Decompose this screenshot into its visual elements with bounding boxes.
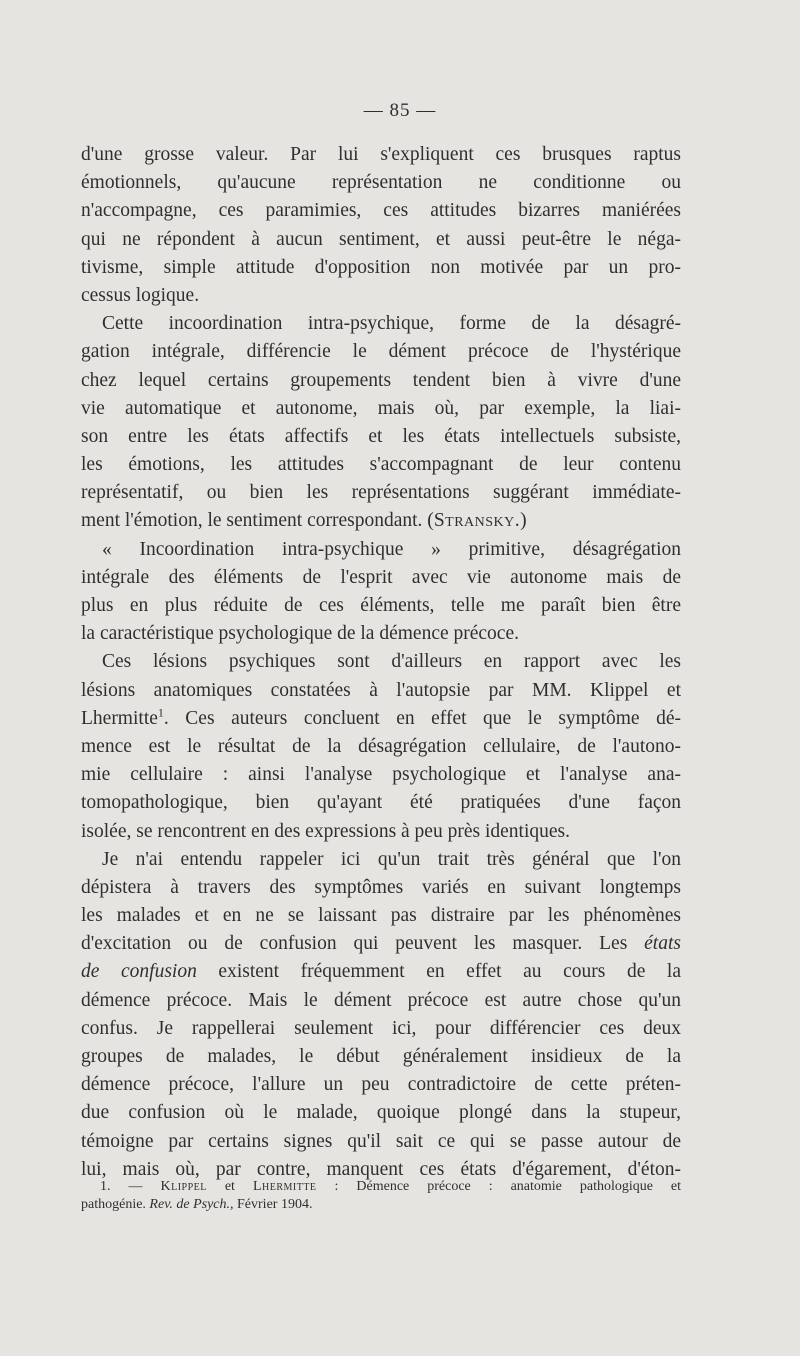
- text-line: tomopathologique, bien qu'ayant été pratiquées d'une façon: [81, 792, 681, 814]
- text-line: plus en plus réduite de ces éléments, telle me paraît bien être: [81, 595, 681, 616]
- text-line: d'une grosse valeur. Par lui s'expliquent ces brusques raptus: [81, 144, 681, 165]
- footnote-title: : Démence précoce : anatomie pathologique et: [334, 1179, 682, 1194]
- text-line: gation intégrale, différencie le dément précoce de l'hystérique: [81, 341, 681, 363]
- text-line: la caractéristique psychologique de la démence précoce.: [81, 623, 519, 645]
- text-line-with-footnote-ref: [81, 705, 681, 733]
- text-line: démence précoce, l'allure un peu contradictoire de cette préten-: [81, 1074, 681, 1096]
- text-line: représentatif, ou bien les représentations suggérant immédiate-: [81, 482, 681, 504]
- text-line: lésions anatomiques constatées à l'autopsie par MM. Klippel et: [81, 679, 681, 701]
- text-line: qui ne répondent à aucun sentiment, et aussi peut-être le néga-: [81, 228, 681, 250]
- footnote-line: [81, 1178, 681, 1196]
- text-line: groupes de malades, le début généralement insidieux de la: [81, 1046, 681, 1067]
- footnote-conjunction: et: [224, 1179, 235, 1194]
- text-fragment: ): [520, 510, 527, 532]
- text-line: cessus logique.: [81, 284, 200, 306]
- text-fragment: existent fréquemment en effet au cours de la: [196, 961, 682, 983]
- text-line: mie cellulaire : ainsi l'analyse psychologique et l'analyse ana-: [81, 764, 681, 786]
- text-line: les émotions, les attitudes s'accompagnant de leur contenu: [81, 454, 681, 476]
- footnote-text: pathogénie.: [81, 1197, 146, 1212]
- text-fragment: d'excitation ou de confusion qui peuvent les masquer. Les: [81, 933, 628, 955]
- text-line: mence est le résultat de la désagrégation cellulaire, de l'autono-: [81, 735, 681, 757]
- text-line: démence précoce. Mais le dément précoce est autre chose qu'un: [81, 989, 681, 1011]
- text-line: son entre les états affectifs et les états intellectuels subsiste,: [81, 425, 681, 447]
- italic-term: de confusion: [81, 961, 197, 983]
- text-fragment: ment l'émotion, le sentiment correspondant. (: [81, 510, 434, 532]
- footnote: [81, 1178, 681, 1214]
- footnote-line: [81, 1196, 681, 1214]
- text-line: lui, mais où, par contre, manquent ces états d'égarement, d'éton-: [81, 1158, 681, 1180]
- footnote-number: 1. —: [100, 1179, 143, 1194]
- footnote-author: Klippel: [160, 1179, 207, 1194]
- text-line: intégrale des éléments de l'esprit avec vie autonome mais de: [81, 566, 681, 588]
- text-line: émotionnels, qu'aucune représentation ne conditionne ou: [81, 172, 681, 194]
- text-line: confus. Je rappellerai seulement ici, pour différencier ces deux: [81, 1017, 681, 1039]
- body-text: [81, 141, 681, 1184]
- footnote-reference: 1: [157, 705, 164, 720]
- text-line: vie automatique et autonome, mais où, par exemple, la liai-: [81, 397, 681, 419]
- italic-term: états: [644, 933, 681, 955]
- page-number: — 85 —: [363, 100, 437, 121]
- footnote-date: , Février 1904.: [230, 1197, 313, 1212]
- text-line: chez lequel certains groupements tendent bien à vivre d'une: [81, 369, 681, 391]
- footnote-journal: Rev. de Psych.: [149, 1197, 231, 1212]
- citation-author: Stransky.: [433, 510, 521, 532]
- text-line-with-italic: [81, 930, 681, 958]
- text-line: n'accompagne, ces paramimies, ces attitudes bizarres maniérées: [81, 200, 681, 222]
- text-line: « Incoordination intra-psychique » primitive, désagrégation: [102, 538, 681, 560]
- text-line: Cette incoordination intra-psychique, forme de la désagré-: [102, 313, 681, 335]
- text-line: due confusion où le malade, quoique plongé dans la stupeur,: [81, 1102, 681, 1124]
- text-line: les malades et en ne se laissant pas distraire par les phénomènes: [81, 905, 681, 927]
- text-line: Je n'ai entendu rappeler ici qu'un trait très général que l'on: [102, 848, 681, 870]
- text-line: tivisme, simple attitude d'opposition non motivée par un pro-: [81, 256, 681, 278]
- text-line: dépistera à travers des symptômes variés en suivant longtemps: [81, 876, 681, 898]
- text-fragment: . Ces auteurs concluent en effet que le symptôme dé-: [163, 707, 681, 729]
- text-line: isolée, se rencontrent en des expressions à peu près identiques.: [81, 820, 570, 842]
- text-line: Ces lésions psychiques sont d'ailleurs en rapport avec les: [102, 651, 681, 673]
- text-fragment: Lhermitte: [81, 707, 158, 729]
- text-line-with-citation: [81, 507, 681, 535]
- text-line: témoigne par certains signes qu'il sait ce qui se passe autour de: [81, 1130, 681, 1152]
- text-line-with-italic: [81, 958, 681, 986]
- footnote-author: Lhermitte: [252, 1179, 317, 1194]
